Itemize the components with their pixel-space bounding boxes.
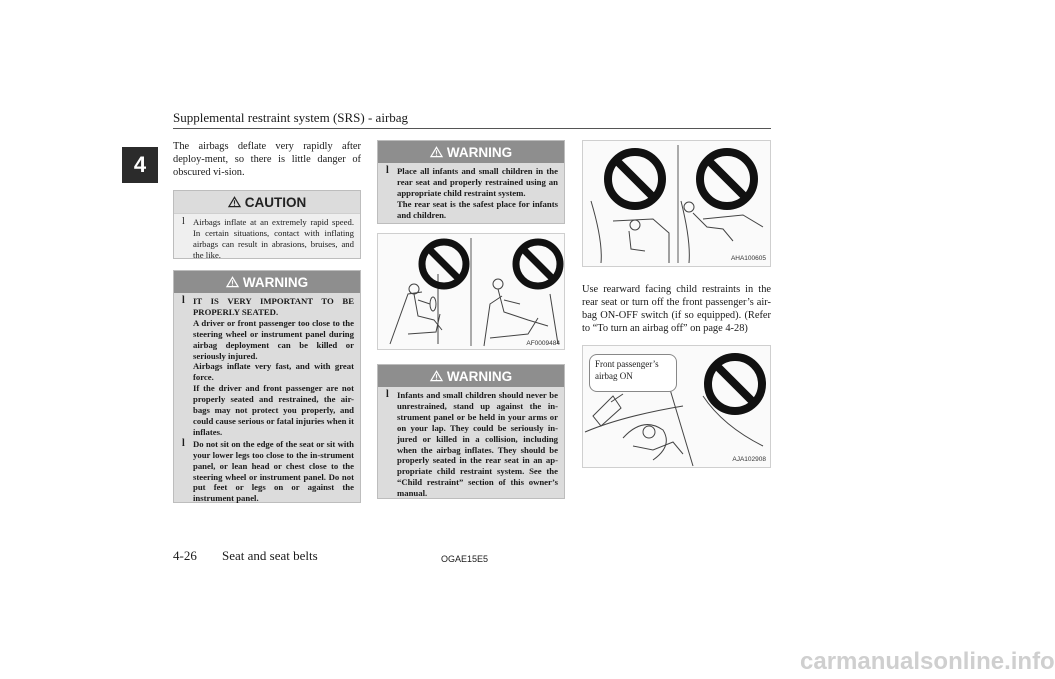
caution-label: CAUTION — [244, 194, 307, 210]
prohibition-sign-icon — [608, 152, 662, 206]
illustration-child-in-front — [582, 140, 771, 267]
header-rule — [173, 128, 771, 129]
prohibition-sign-icon — [708, 357, 762, 411]
warning-line: A driver or front passenger too close to the steering wheel or instrument panel during airbag deployment can be killed or seriously injured. — [193, 317, 354, 361]
warning-box-seating — [173, 270, 361, 503]
bullet-icon: l — [386, 389, 389, 400]
footer-section-title: Seat and seat belts — [222, 548, 318, 563]
child-front-illustration — [583, 141, 770, 266]
warning-item — [182, 296, 354, 438]
callout-label: Front passenger’s airbag ON — [589, 354, 677, 392]
warning-line: If the driver and front passenger are not properly seated and restrained, the air-bags may not protect you properly, and could cause serious or fatal injuries when it inflates. — [193, 383, 354, 437]
figure-code: AHA100605 — [730, 255, 766, 262]
warning-item — [182, 439, 354, 504]
caution-box — [173, 190, 361, 259]
section-tab: 4 — [122, 147, 158, 183]
warning-item — [386, 390, 558, 499]
warning-line: Infants and small children should never be unrestrained, stand up against the in-strument panel or be held in your arms or on your lap. They could be seriously in-jured or killed in a collision, including when the airbag inflates. They should be properly seated in the rear seat in an ap-propriate child restraint system. See the “Child restraint” section of this owner’s manual. — [397, 390, 558, 499]
prohibition-sign-icon — [422, 242, 466, 286]
warning-triangle-icon — [228, 196, 241, 208]
bullet-icon: l — [182, 216, 185, 227]
warning-triangle-icon — [430, 370, 443, 382]
warning-box-children-rear — [377, 140, 565, 224]
warning-line: The rear seat is the safest place for infants and children. — [397, 198, 558, 220]
bullet-icon: l — [386, 165, 389, 176]
seating-illustration — [378, 234, 564, 349]
warning-header — [378, 365, 564, 387]
prohibition-sign-icon — [516, 242, 560, 286]
footer-doc-code: OGAE15E5 — [441, 554, 489, 564]
warning-item — [386, 166, 558, 221]
bullet-icon: l — [182, 295, 185, 306]
warning-triangle-icon — [226, 276, 239, 288]
prohibition-sign-icon — [700, 152, 754, 206]
page-header-title: Supplemental restraint system (SRS) - airbag — [173, 110, 409, 125]
warning-line: Do not sit on the edge of the seat or sit with your lower legs too close to the in-strument panel, or lean head or chest close to the steering wheel or instrument panel. Do not put feet or legs on or against the instrument panel. — [193, 438, 354, 504]
warning-header — [378, 141, 564, 163]
figure-code: AF0009484 — [526, 340, 560, 347]
caution-item — [182, 217, 354, 261]
footer-page-number: 4-26 — [173, 548, 197, 563]
warning-label: WARNING — [242, 274, 309, 290]
warning-header — [174, 271, 360, 293]
illustration-airbag-on — [582, 345, 771, 468]
illustration-improper-seating — [377, 233, 565, 350]
warning-label: WARNING — [446, 144, 513, 160]
bullet-icon: l — [182, 437, 185, 449]
warning-label: WARNING — [446, 368, 513, 384]
warning-line: IT IS VERY IMPORTANT TO BE PROPERLY SEATED. — [193, 296, 354, 317]
caution-header — [174, 191, 360, 214]
caution-item-text: Airbags inflate at an extremely rapid speed. In certain situations, contact with inflating airbags can result in abrasions, bruises, and the like. — [193, 217, 354, 260]
intro-paragraph: The airbags deflate very rapidly after deploy-ment, so there is little danger of obscured vi-sion. — [173, 141, 361, 178]
warning-box-unrestrained — [377, 364, 565, 499]
body-paragraph: Use rearward facing child restraints in the rear seat or turn off the front passenger’s air-bag ON-OFF switch (if so equipped). (Refer to “To turn an airbag off” on page 4-28) — [582, 284, 771, 334]
figure-code: AJA102908 — [732, 456, 766, 463]
watermark: carmanualsonline.info — [800, 648, 1055, 675]
warning-triangle-icon — [430, 146, 443, 158]
warning-line: Airbags inflate very fast, and with great force. — [193, 361, 354, 383]
warning-line: Place all infants and small children in the rear seat and properly restrained using an appropriate child restraint system. — [397, 166, 558, 198]
